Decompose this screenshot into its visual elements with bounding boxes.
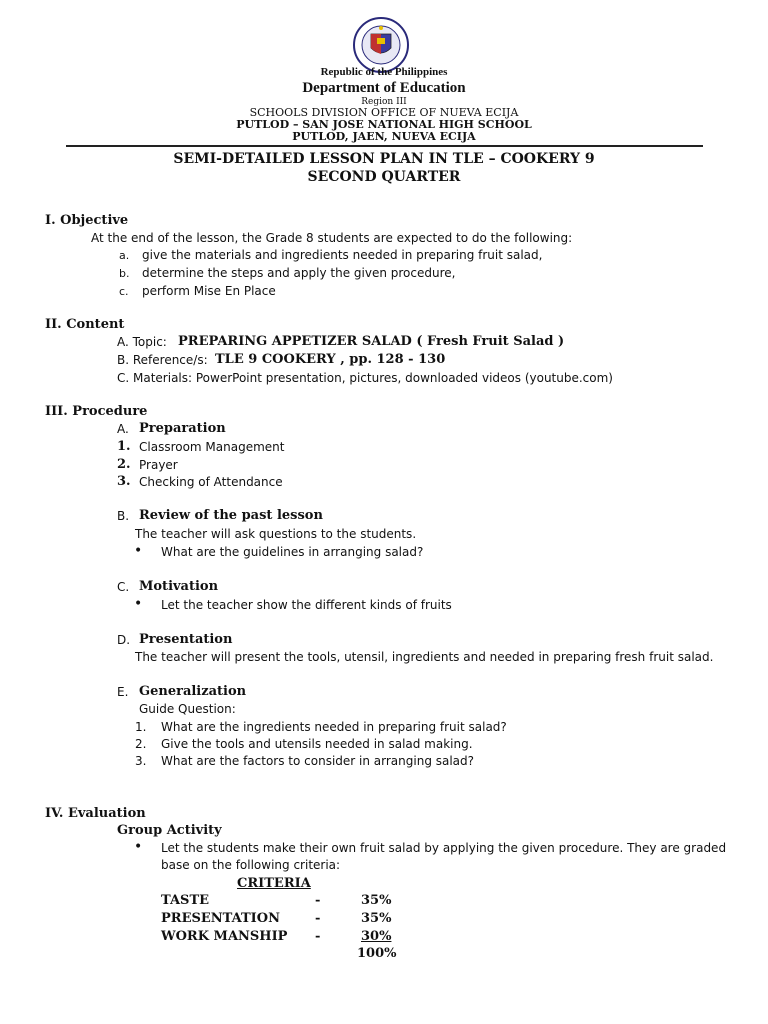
division-line: SCHOOLS DIVISION OFFICE OF NUEVA ECIJA	[249, 106, 519, 119]
guide-question-label: Guide Question:	[139, 702, 236, 716]
topic-label: A. Topic:	[117, 335, 167, 349]
objective-heading: I. Objective	[45, 213, 129, 228]
criteria-value-workmanship: 30%	[361, 929, 392, 944]
lesson-plan-title: SEMI-DETAILED LESSON PLAN IN TLE – COOKERY 9	[173, 151, 595, 167]
guide-marker-3: 3.	[135, 754, 147, 768]
motivation-bullet: Let the teacher show the different kinds of fruits	[161, 598, 452, 612]
region-line: Region III	[361, 97, 407, 107]
generalization-marker: E.	[117, 685, 129, 699]
group-activity-heading: Group Activity	[117, 823, 222, 838]
materials-line: C. Materials: PowerPoint presentation, pictures, downloaded videos (youtube.com)	[117, 371, 613, 385]
criteria-name-taste: TASTE	[161, 893, 210, 908]
motivation-title: Motivation	[139, 579, 219, 594]
objective-marker-b: b.	[119, 267, 130, 280]
guide-marker-2: 2.	[135, 737, 147, 751]
presentation-text: The teacher will present the tools, utensil, ingredients and needed in preparing fresh fruit salad.	[135, 650, 714, 664]
generalization-title: Generalization	[139, 684, 247, 699]
presentation-marker: D.	[117, 633, 131, 647]
review-text: The teacher will ask questions to the students.	[135, 527, 417, 541]
preparation-marker: A.	[117, 422, 129, 436]
objective-marker-c: c.	[119, 285, 129, 298]
criteria-heading: CRITERIA	[237, 876, 311, 891]
content-heading: II. Content	[45, 317, 125, 332]
criteria-dash-taste: -	[315, 893, 321, 908]
preparation-title: Preparation	[139, 421, 226, 436]
evaluation-instruction-line1: Let the students make their own fruit salad by applying the given procedure. They are graded	[161, 841, 727, 855]
quarter-title: SECOND QUARTER	[307, 169, 461, 185]
criteria-value-taste: 35%	[361, 893, 392, 908]
objective-intro: At the end of the lesson, the Grade 8 students are expected to do the following:	[91, 231, 573, 245]
preparation-item-1: Classroom Management	[139, 440, 285, 454]
criteria-total: 100%	[357, 946, 397, 961]
preparation-item-3: Checking of Attendance	[139, 475, 283, 489]
school-address: PUTLOD, JAEN, NUEVA ECIJA	[292, 130, 476, 143]
objective-item-a: give the materials and ingredients needed in preparing fruit salad,	[142, 248, 543, 262]
criteria-name-workmanship: WORK MANSHIP	[161, 929, 288, 944]
objective-item-c: perform Mise En Place	[142, 284, 276, 298]
presentation-title: Presentation	[139, 632, 233, 647]
review-bullet-dot	[134, 543, 142, 559]
objective-item-b: determine the steps and apply the given procedure,	[142, 266, 456, 280]
review-bullet: What are the guidelines in arranging salad?	[161, 545, 424, 559]
school-name: PUTLOD – SAN JOSE NATIONAL HIGH SCHOOL	[236, 118, 532, 131]
header-divider	[66, 145, 703, 147]
guide-marker-1: 1.	[135, 720, 147, 734]
procedure-heading: III. Procedure	[45, 404, 148, 419]
guide-question-1: What are the ingredients needed in preparing fruit salad?	[161, 720, 507, 734]
republic-line: Republic of the Philippines	[320, 66, 448, 78]
preparation-marker-3: 3.	[117, 474, 131, 489]
criteria-dash-workmanship: -	[315, 929, 321, 944]
criteria-value-presentation: 35%	[361, 911, 392, 926]
guide-question-3: What are the factors to consider in arranging salad?	[161, 754, 475, 768]
evaluation-instruction-line2: base on the following criteria:	[161, 858, 341, 872]
review-title: Review of the past lesson	[139, 508, 323, 523]
reference-value: TLE 9 COOKERY , pp. 128 - 130	[215, 352, 446, 367]
objective-marker-a: a.	[119, 249, 130, 262]
review-marker: B.	[117, 509, 130, 523]
preparation-marker-1: 1.	[117, 439, 131, 454]
department-line: Department of Education	[302, 80, 466, 96]
motivation-marker: C.	[117, 580, 130, 594]
motivation-bullet-dot	[134, 596, 142, 612]
topic-value: PREPARING APPETIZER SALAD ( Fresh Fruit Salad )	[178, 334, 565, 349]
reference-label: B. Reference/s:	[117, 353, 208, 367]
criteria-name-presentation: PRESENTATION	[161, 911, 280, 926]
guide-question-2: Give the tools and utensils needed in salad making.	[161, 737, 473, 751]
evaluation-bullet-dot	[134, 839, 142, 855]
criteria-dash-presentation: -	[315, 911, 321, 926]
evaluation-heading: IV. Evaluation	[45, 806, 146, 821]
preparation-item-2: Prayer	[139, 458, 178, 472]
preparation-marker-2: 2.	[117, 457, 131, 472]
